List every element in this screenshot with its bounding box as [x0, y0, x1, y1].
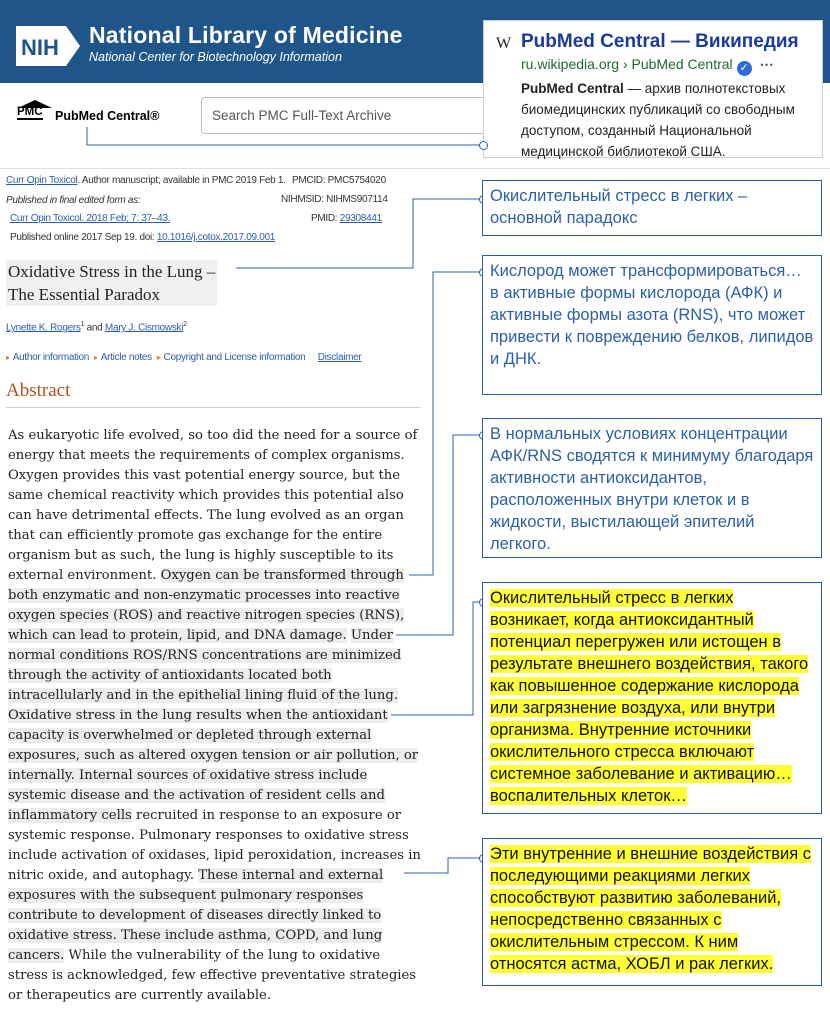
author1-affiliation: 1	[80, 321, 85, 328]
annotation-oxidative-stress	[482, 582, 822, 814]
annotation-highlighted-text: Эти внутренние и внешние воздействия с последующими реакциями легких способствуют развитию заболеваний, непосредственно связанных с окислительным стрессом. К ним относятся астма, ХОБЛ и рак легких.	[490, 845, 811, 973]
wikipedia-desc-rest: — архив полнотекстовых биомедицинских публикаций со свободным доступом, созданный Национальной медицинской библиотекой США.	[521, 81, 795, 159]
verified-check-icon: ✓	[737, 61, 752, 76]
abstract-highlight-ros: Oxygen can be transformed through both enzymatic and non-enzymatic processes into reactive oxygen species (ROS) and reactive nitrogen species (RNS), which can lead to protein, lipid, and DNA damage.	[8, 568, 405, 643]
citation-line1	[6, 175, 286, 186]
disclaimer-link[interactable]: Disclaimer	[317, 352, 362, 363]
annotation-diseases	[482, 838, 822, 986]
wikipedia-title[interactable]: PubMed Central — Википедия	[521, 31, 799, 52]
citation-line4	[10, 232, 275, 243]
article-title-line2: The Essential Paradox	[8, 285, 161, 304]
wikipedia-description	[521, 78, 817, 162]
pmid-label: PMID:	[311, 213, 340, 224]
pmc-logo[interactable]	[17, 96, 53, 118]
article-title-line1: Oxidative Stress in the Lung –	[8, 262, 216, 281]
pmid	[311, 213, 382, 224]
pmc-name[interactable]: PubMed Central®	[55, 109, 160, 123]
wikipedia-desc-bold: PubMed Central	[521, 81, 624, 96]
abstract-part: recruited in response to an exposure or systemic response. Pulmonary responses to oxidative stress include activation of oxidases, lipid peroxidation, increases in nitric oxide, and autophagy.	[8, 808, 421, 883]
journal-link[interactable]: Curr Opin Toxicol	[6, 175, 78, 186]
author-information-link[interactable]: Author information	[12, 352, 90, 363]
copyright-link[interactable]: Copyright and License information	[163, 352, 306, 363]
nihmsid: NIHMSID: NIHMS907114	[281, 194, 388, 205]
triangle-right-icon: ▸	[94, 353, 98, 362]
search-input[interactable]	[201, 97, 483, 134]
citation-journal-issue-link[interactable]: Curr Opin Toxicol. 2018 Feb; 7: 37–43.	[10, 213, 171, 224]
wikipedia-w-icon: W	[496, 35, 512, 52]
wikipedia-card	[483, 20, 823, 158]
abstract-part: As eukaryotic life evolved, so too did the need for a source of energy that meets the requirements of complex organisms. Oxygen provides this vast potential energy source, but the same chemical reactivity which provides this potential also can have detrimental effects. The lung evolved as an organ that can efficiently promote gas exchange for the entire organism but as such, the lung is highly susceptible to its external environment.	[8, 428, 418, 583]
abstract-divider	[6, 407, 420, 408]
wikipedia-url-text: ru.wikipedia.org › PubMed Central	[521, 56, 733, 72]
citation-line3	[10, 213, 170, 224]
article-title	[6, 260, 217, 306]
author-separator: and	[84, 322, 105, 334]
triangle-right-icon: ▸	[6, 353, 10, 362]
author-link[interactable]: Mary J. Cismowski	[104, 322, 184, 334]
connector-dot	[479, 141, 488, 150]
published-online-text: Published online 2017 Sep 19. doi:	[10, 232, 157, 243]
nih-logo-icon[interactable]	[16, 26, 80, 66]
pmid-link[interactable]: 29308441	[339, 213, 382, 224]
wikipedia-url[interactable]	[521, 56, 774, 76]
annotation-highlighted-text: Окислительный стресс в легких возникает, когда антиоксидантный потенциал перегружен или истощен в результате внешнего воздействия, такого как повышенное содержание кислорода или загрязнение воздуха, или внутри организма. Внутренние источники окислительного стресса включают системное заболевание и активацию…воспалительных клеток…	[490, 589, 809, 805]
abstract-part: While the vulnerability of the lung to oxidative stress is acknowledged, few effective preventative strategies or therapeutics are currently available.	[8, 948, 417, 1003]
nih-subtitle: National Center for Biotechnology Information	[89, 50, 342, 64]
author2-affiliation: 2	[183, 321, 187, 328]
pmcid: PMCID: PMC5754020	[292, 175, 386, 186]
triangle-right-icon: ▸	[156, 353, 161, 362]
authors	[6, 321, 187, 333]
citation-line2: Published in final edited form as:	[6, 195, 141, 206]
annotation-normal-conditions: В нормальных условиях концентрации АФК/RNS сводятся к минимуму благодаря активности антиоксидантов, расположенных внутри клеток и в жидкости, выстилающей эпителий легкого.	[482, 418, 822, 558]
abstract-highlight-normal-conditions: Under normal conditions ROS/RNS concentrations are minimized through the activity of antioxidants located both intracellularly and in the epithelial lining fluid of the lung.	[8, 628, 402, 703]
annotation-title: Окислительный стресс в легких – основной парадокс	[482, 180, 822, 236]
annotation-oxygen: Кислород может трансформироваться… в активные формы кислорода (АФК) и активные формы азота (RNS), что может привести к повреждению белков, липидов и ДНК.	[482, 255, 822, 395]
nih-logo-text: NIH	[21, 35, 59, 60]
abstract-highlight-oxidative-stress: Oxidative stress in the lung results when the antioxidant capacity is overwhelmed or depleted through external exposures, such as altered oxygen tension or air pollution, or internally. Internal sources of oxidative stress include systemic disease and the activation of resident cells and inflammatory cells	[8, 708, 419, 823]
citation-line1-text: . Author manuscript; available in PMC 2019 Feb 1.	[77, 175, 286, 186]
nih-title[interactable]: National Library of Medicine	[89, 22, 403, 48]
abstract-highlight-diseases: These internal and external exposures with the subsequent pulmonary responses contribute to development of diseases directly linked to oxidative stress. These include asthma, COPD, and lung cancers.	[8, 868, 384, 963]
pmc-logo-text: PMC	[17, 106, 43, 118]
article-notes-link[interactable]: Article notes	[100, 352, 152, 363]
author-link[interactable]: Lynette K. Rogers	[6, 322, 81, 334]
abstract-text	[8, 426, 422, 1006]
more-options-icon[interactable]: ⋯	[759, 56, 774, 72]
doi-link[interactable]: 10.1016/j.cotox.2017.09.001	[156, 232, 275, 243]
abstract-heading: Abstract	[6, 380, 71, 401]
article-info-links	[6, 352, 361, 363]
